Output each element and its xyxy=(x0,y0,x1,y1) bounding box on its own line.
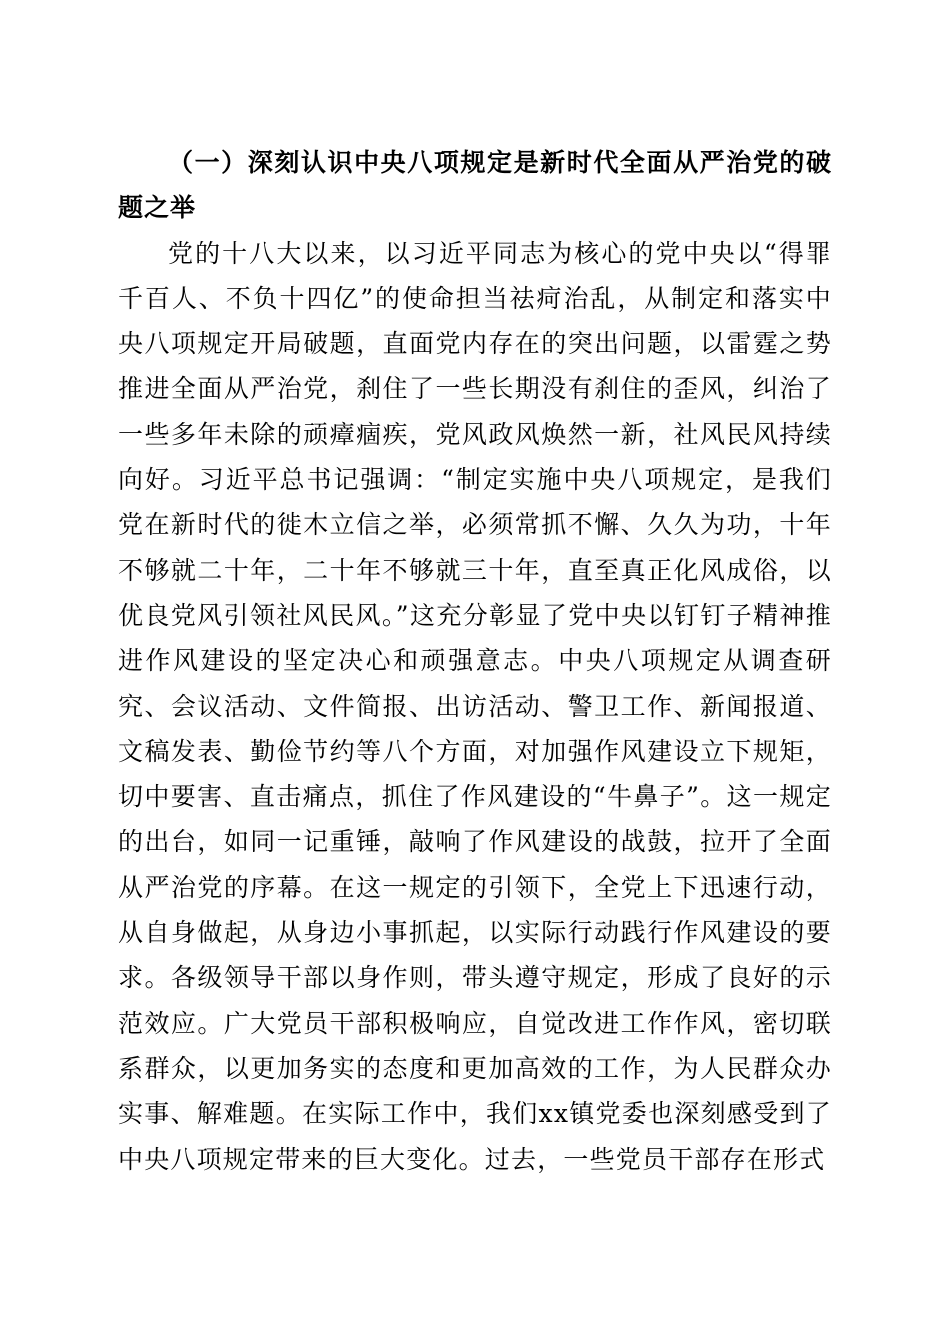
document-content xyxy=(118,140,832,1182)
body-paragraph: 党的十八大以来，以习近平同志为核心的党中央以“得罪千百人、不负十四亿”的使命担当祛疴治乱，从制定和落实中央八项规定开局破题，直面党内存在的突出问题，以雷霆之势推进全面从严治党，刹住了一些长期没有刹住的歪风，纠治了一些多年未除的顽瘴痼疾，党风政风焕然一新，社风民风持续向好。习近平总书记强调：“制定实施中央八项规定，是我们党在新时代的徙木立信之举，必须常抓不懈、久久为功，十年不够就二十年，二十年不够就三十年，直至真正化风成俗，以优良党风引领社风民风。”这充分彰显了党中央以钉钉子精神推进作风建设的坚定决心和顽强意志。中央八项规定从调查研究、会议活动、文件简报、出访活动、警卫工作、新闻报道、文稿发表、勤俭节约等八个方面，对加强作风建设立下规矩，切中要害、直击痛点，抓住了作风建设的“牛鼻子”。这一规定的出台，如同一记重锤，敲响了作风建设的战鼓，拉开了全面从严治党的序幕。在这一规定的引领下，全党上下迅速行动，从自身做起，从身边小事抓起，以实际行动践行作风建设的要求。各级领导干部以身作则，带头遵守规定，形成了良好的示范效应。广大党员干部积极响应，自觉改进工作作风，密切联系群众，以更加务实的态度和更加高效的工作，为人民群众办实事、解难题。在实际工作中，我们xx镇党委也深刻感受到了中央八项规定带来的巨大变化。过去，一些党员干部存在形式 xyxy=(118,238,832,1174)
section-heading: （一）深刻认识中央八项规定是新时代全面从严治党的破题之举 xyxy=(118,148,832,223)
